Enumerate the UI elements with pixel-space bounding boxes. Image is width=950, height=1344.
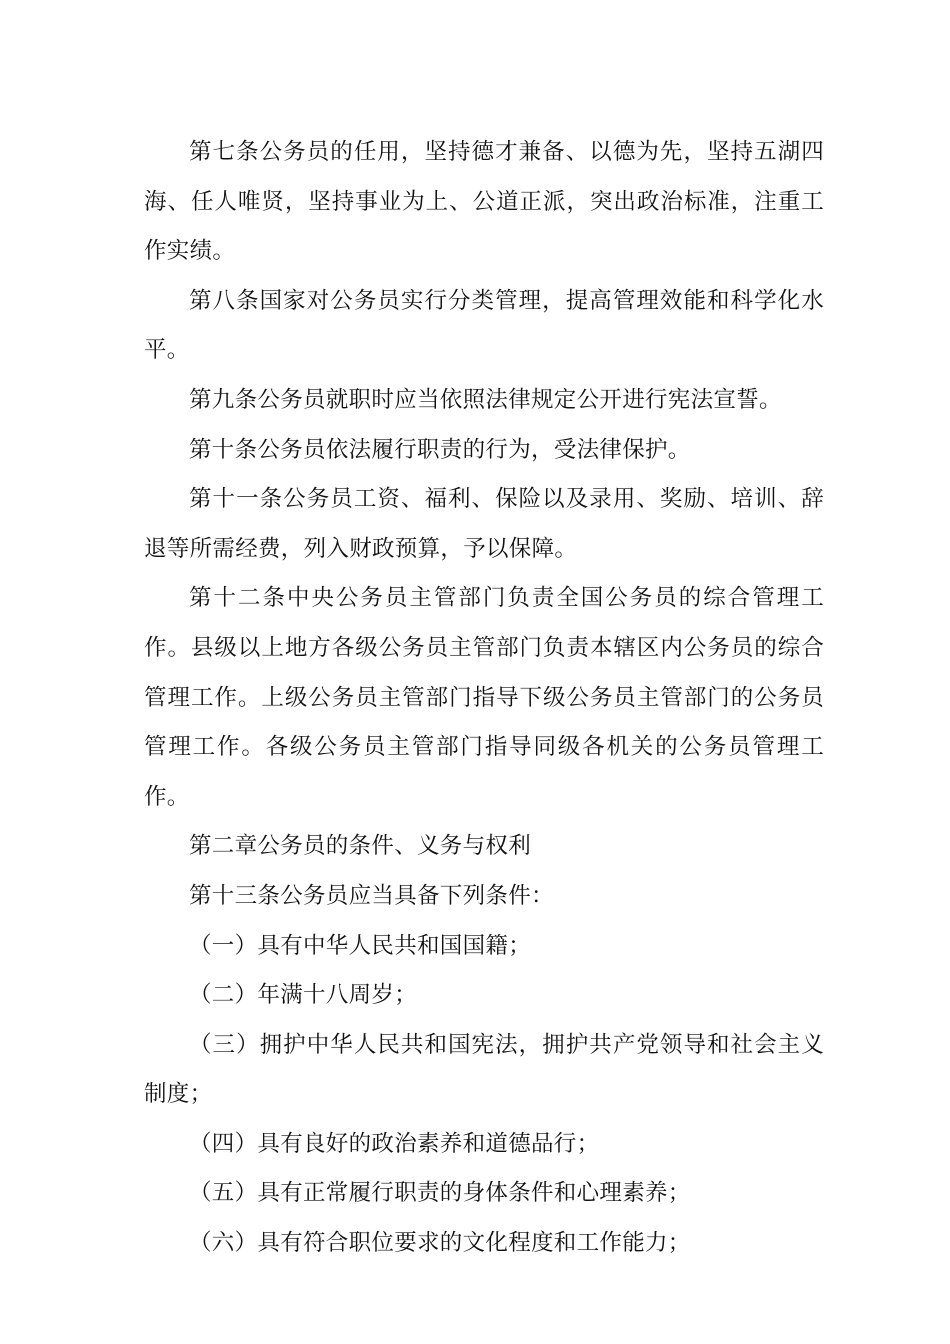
list-item-condition-5: （五）具有正常履行职责的身体条件和心理素养； — [189, 1180, 691, 1207]
paragraph-article-13: 第十三条公务员应当具备下列条件： — [189, 882, 554, 909]
list-item-condition-6: （六）具有符合职位要求的文化程度和工作能力； — [189, 1230, 691, 1257]
paragraph-article-11: 第十一条公务员工资、福利、保险以及录用、奖励、培训、辞退等所需经费，列入财政预算，予以保障。 — [144, 486, 824, 562]
paragraph-article-9: 第九条公务员就职时应当依照法律规定公开进行宪法宣誓。 — [189, 386, 782, 413]
paragraph-article-10: 第十条公务员依法履行职责的行为，受法律保护。 — [189, 436, 691, 463]
chapter-heading: 第二章公务员的条件、义务与权利 — [189, 833, 532, 860]
list-item-condition-3: （三）拥护中华人民共和国宪法，拥护共产党领导和社会主义制度； — [144, 1031, 824, 1108]
paragraph-article-12: 第十二条中央公务员主管部门负责全国公务员的综合管理工作。县级以上地方各级公务员主管部门负责本辖区内公务员的综合管理工作。上级公务员主管部门指导下级公务员主管部门的公务员管理工作。各级公务员主管部门指导同级各机关的公务员管理工作。 — [144, 585, 824, 810]
document-body — [144, 128, 824, 1269]
list-item-condition-4: （四）具有良好的政治素养和道德品行； — [189, 1130, 600, 1157]
paragraph-article-7: 第七条公务员的任用，坚持德才兼备、以德为先，坚持五湖四海、任人唯贤，坚持事业为上、公道正派，突出政治标准，注重工作实绩。 — [144, 139, 824, 265]
paragraph-article-8: 第八条国家对公务员实行分类管理，提高管理效能和科学化水平。 — [144, 287, 824, 364]
list-item-condition-1: （一）具有中华人民共和国国籍； — [189, 932, 532, 959]
list-item-condition-2: （二）年满十八周岁； — [189, 982, 418, 1009]
